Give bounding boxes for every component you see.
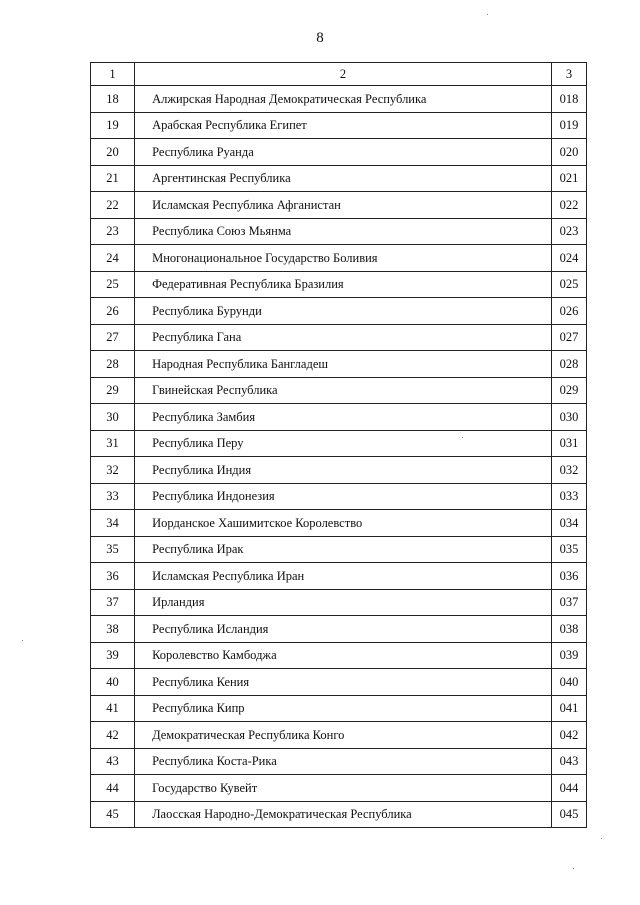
country-name-cell: Республика Гана (135, 324, 552, 351)
country-code-cell: 019 (551, 112, 586, 139)
country-code-cell: 044 (551, 775, 586, 802)
country-code-cell: 029 (551, 377, 586, 404)
country-name-cell: Демократическая Республика Конго (135, 722, 552, 749)
row-number-cell: 20 (91, 139, 135, 166)
row-number-cell: 21 (91, 165, 135, 192)
country-code-cell: 020 (551, 139, 586, 166)
table-row (91, 86, 587, 113)
row-number-cell: 19 (91, 112, 135, 139)
country-code-cell: 028 (551, 351, 586, 378)
country-name-cell: Исламская Республика Иран (135, 563, 552, 590)
table-row (91, 616, 587, 643)
row-number-cell: 36 (91, 563, 135, 590)
row-number-cell: 18 (91, 86, 135, 113)
row-number-cell: 28 (91, 351, 135, 378)
scan-speck (601, 838, 602, 839)
row-number-cell: 33 (91, 483, 135, 510)
country-name-cell: Народная Республика Бангладеш (135, 351, 552, 378)
row-number-cell: 45 (91, 801, 135, 828)
country-code-cell: 041 (551, 695, 586, 722)
country-code-cell: 039 (551, 642, 586, 669)
country-code-cell: 025 (551, 271, 586, 298)
country-code-cell: 023 (551, 218, 586, 245)
table-row (91, 563, 587, 590)
scan-speck (22, 640, 23, 641)
country-code-table (90, 62, 587, 828)
country-code-cell: 021 (551, 165, 586, 192)
country-code-cell: 043 (551, 748, 586, 775)
row-number-cell: 32 (91, 457, 135, 484)
row-number-cell: 22 (91, 192, 135, 219)
row-number-cell: 39 (91, 642, 135, 669)
country-code-cell: 042 (551, 722, 586, 749)
country-name-cell: Королевство Камбоджа (135, 642, 552, 669)
table-row (91, 139, 587, 166)
country-name-cell: Республика Бурунди (135, 298, 552, 325)
table-row (91, 165, 587, 192)
country-name-cell: Республика Замбия (135, 404, 552, 431)
table-row (91, 642, 587, 669)
table-row (91, 589, 587, 616)
table-row (91, 748, 587, 775)
country-name-cell: Государство Кувейт (135, 775, 552, 802)
row-number-cell: 24 (91, 245, 135, 272)
scan-speck (573, 868, 574, 869)
table-header-row (91, 63, 587, 86)
country-name-cell: Исламская Республика Афганистан (135, 192, 552, 219)
country-name-cell: Республика Коста-Рика (135, 748, 552, 775)
country-code-cell: 027 (551, 324, 586, 351)
country-code-cell: 030 (551, 404, 586, 431)
country-code-cell: 018 (551, 86, 586, 113)
country-code-cell: 045 (551, 801, 586, 828)
table-row (91, 112, 587, 139)
row-number-cell: 23 (91, 218, 135, 245)
country-code-cell: 036 (551, 563, 586, 590)
table-row (91, 245, 587, 272)
table-row (91, 271, 587, 298)
row-number-cell: 35 (91, 536, 135, 563)
country-code-cell: 026 (551, 298, 586, 325)
row-number-cell: 43 (91, 748, 135, 775)
scan-speck (462, 437, 463, 438)
country-name-cell: Республика Исландия (135, 616, 552, 643)
country-name-cell: Республика Ирак (135, 536, 552, 563)
country-code-cell: 033 (551, 483, 586, 510)
table-row (91, 377, 587, 404)
table-row (91, 536, 587, 563)
country-name-cell: Аргентинская Республика (135, 165, 552, 192)
table-row (91, 324, 587, 351)
row-number-cell: 34 (91, 510, 135, 537)
table-row (91, 695, 587, 722)
scan-speck (487, 14, 488, 15)
table-row (91, 457, 587, 484)
country-name-cell: Ирландия (135, 589, 552, 616)
table-row (91, 483, 587, 510)
country-name-cell: Республика Перу (135, 430, 552, 457)
country-code-cell: 034 (551, 510, 586, 537)
country-code-cell: 031 (551, 430, 586, 457)
row-number-cell: 40 (91, 669, 135, 696)
table-row (91, 722, 587, 749)
header-col-2: 2 (135, 63, 552, 86)
country-name-cell: Иорданское Хашимитское Королевство (135, 510, 552, 537)
country-name-cell: Республика Индонезия (135, 483, 552, 510)
page-number: 8 (316, 30, 324, 46)
table-body (91, 63, 587, 828)
row-number-cell: 31 (91, 430, 135, 457)
row-number-cell: 30 (91, 404, 135, 431)
row-number-cell: 26 (91, 298, 135, 325)
country-name-cell: Федеративная Республика Бразилия (135, 271, 552, 298)
country-code-cell: 032 (551, 457, 586, 484)
country-code-cell: 038 (551, 616, 586, 643)
row-number-cell: 27 (91, 324, 135, 351)
country-name-cell: Арабская Республика Египет (135, 112, 552, 139)
row-number-cell: 41 (91, 695, 135, 722)
table-row (91, 351, 587, 378)
table-row (91, 430, 587, 457)
country-name-cell: Республика Руанда (135, 139, 552, 166)
country-code-cell: 037 (551, 589, 586, 616)
country-name-cell: Алжирская Народная Демократическая Республика (135, 86, 552, 113)
table-row (91, 404, 587, 431)
country-name-cell: Республика Кипр (135, 695, 552, 722)
country-code-cell: 024 (551, 245, 586, 272)
row-number-cell: 25 (91, 271, 135, 298)
header-col-3: 3 (551, 63, 586, 86)
country-code-cell: 040 (551, 669, 586, 696)
country-name-cell: Республика Кения (135, 669, 552, 696)
row-number-cell: 37 (91, 589, 135, 616)
row-number-cell: 29 (91, 377, 135, 404)
country-code-cell: 022 (551, 192, 586, 219)
row-number-cell: 44 (91, 775, 135, 802)
table-row (91, 775, 587, 802)
table-row (91, 801, 587, 828)
table-row (91, 218, 587, 245)
table-row (91, 510, 587, 537)
table-row (91, 298, 587, 325)
country-name-cell: Республика Индия (135, 457, 552, 484)
country-name-cell: Лаосская Народно-Демократическая Республика (135, 801, 552, 828)
country-name-cell: Многонациональное Государство Боливия (135, 245, 552, 272)
table-row (91, 192, 587, 219)
row-number-cell: 42 (91, 722, 135, 749)
country-code-cell: 035 (551, 536, 586, 563)
table-row (91, 669, 587, 696)
country-name-cell: Республика Союз Мьянма (135, 218, 552, 245)
country-name-cell: Гвинейская Республика (135, 377, 552, 404)
header-col-1: 1 (91, 63, 135, 86)
row-number-cell: 38 (91, 616, 135, 643)
